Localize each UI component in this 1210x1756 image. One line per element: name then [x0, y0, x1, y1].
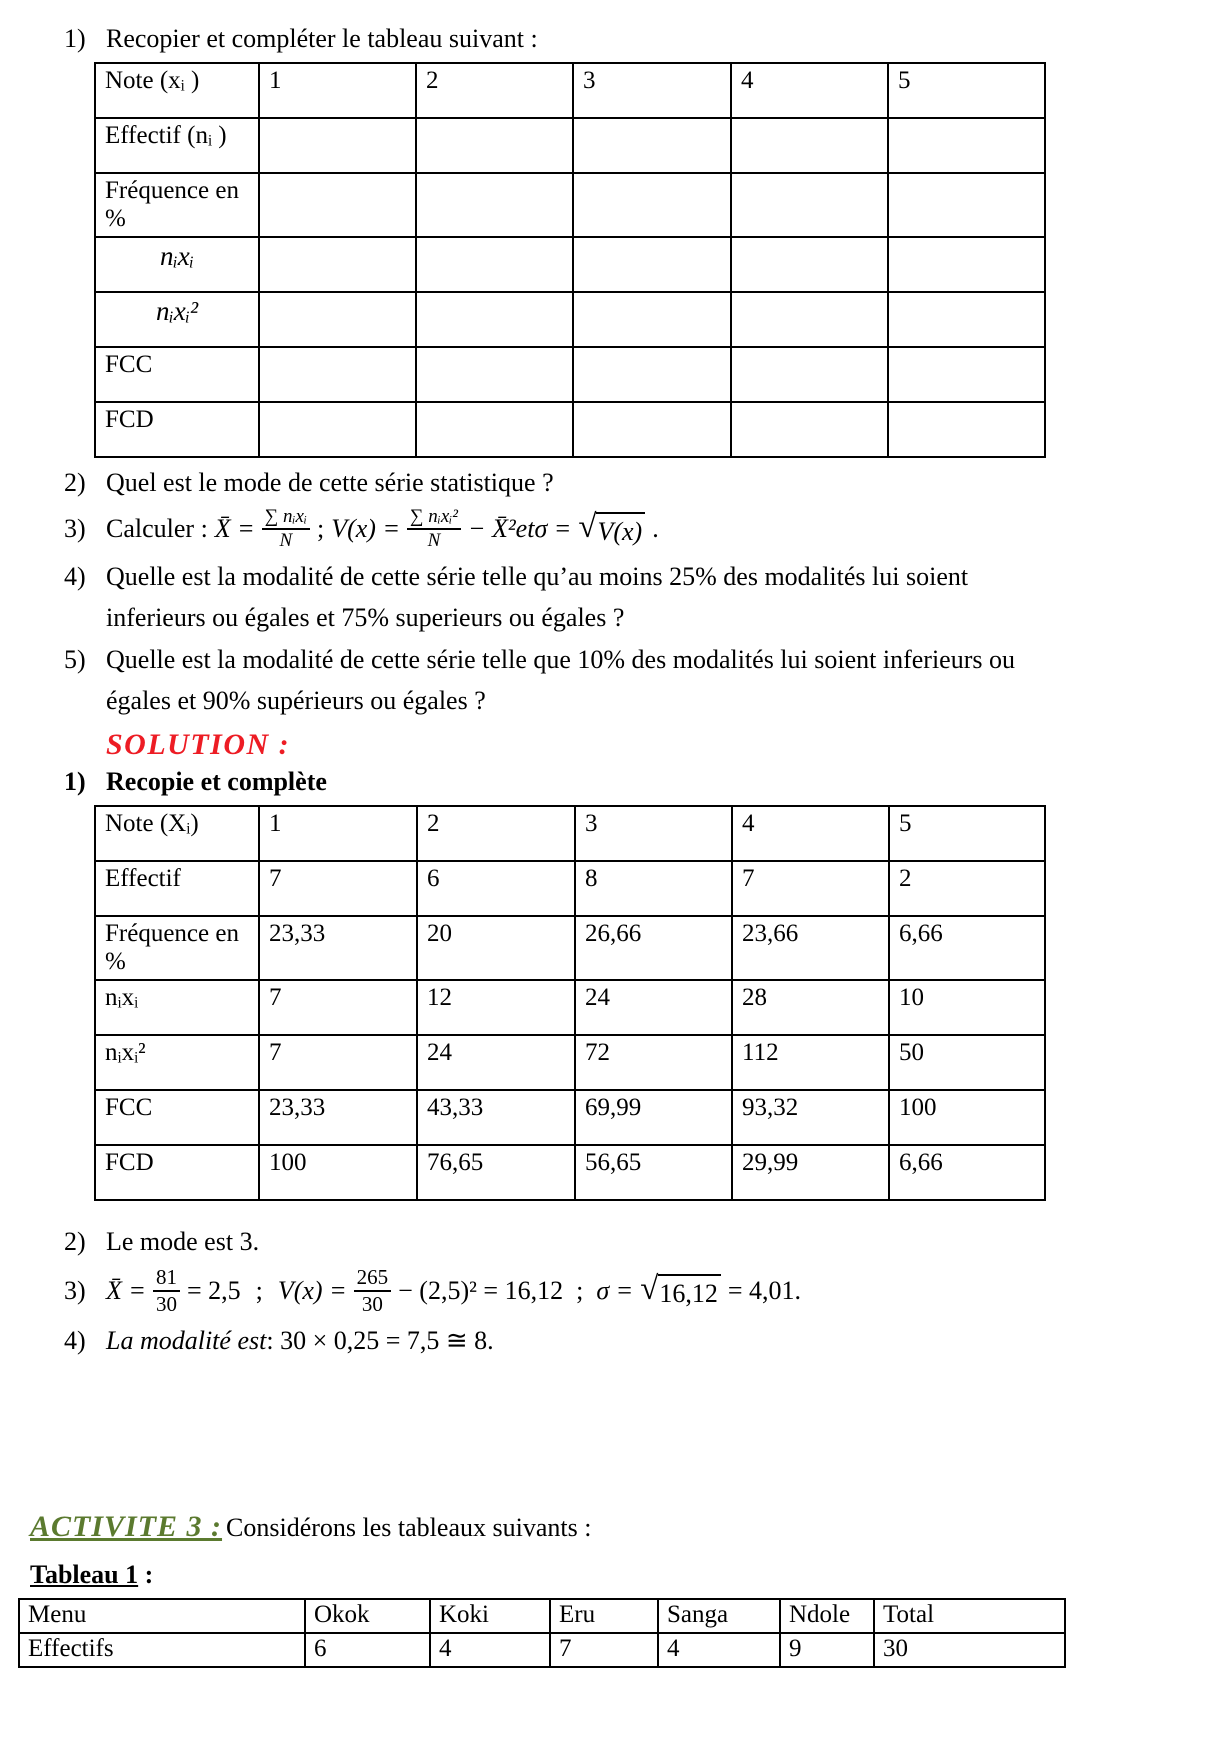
row-label-cell: nᵢxᵢ²	[95, 1035, 259, 1090]
solution-4-lead: La modalité est	[106, 1326, 267, 1356]
table-cell	[573, 402, 731, 457]
sigma-value: = 4,01.	[727, 1275, 801, 1305]
variance-equals: V(x) =	[331, 513, 401, 543]
xbar-equals: X̄ =	[214, 513, 255, 543]
table-cell: 29,99	[732, 1145, 889, 1200]
table-cell	[731, 402, 888, 457]
solution-3	[64, 1265, 1174, 1316]
solution-4-text	[106, 1324, 494, 1358]
row-label-cell: nᵢxᵢ²	[95, 292, 259, 347]
table-cell: 2	[417, 806, 575, 861]
item-marker: 2)	[64, 467, 86, 497]
question-2-text: Quel est le mode de cette série statistique ?	[106, 467, 554, 497]
table-cell: Menu	[19, 1599, 305, 1633]
question-5-text	[106, 643, 1015, 718]
sigma-equals: σ =	[596, 1275, 634, 1305]
table-row	[95, 1090, 1045, 1145]
sqrt-sign: √	[640, 1270, 659, 1307]
row-label-cell: Effectif	[95, 861, 259, 916]
table-cell: 6	[305, 1633, 430, 1667]
table-cell: 100	[889, 1090, 1045, 1145]
table-cell: 6,66	[889, 1145, 1045, 1200]
fraction-numerator: ∑ nᵢxᵢ²	[407, 506, 461, 531]
table-cell	[573, 237, 731, 292]
table-cell: 4	[430, 1633, 550, 1667]
sqrt-radicand: V(x)	[596, 512, 645, 547]
table-cell	[416, 402, 573, 457]
table-cell: 4	[731, 63, 888, 118]
row-label-cell: FCC	[95, 1090, 259, 1145]
question-4	[64, 560, 1174, 635]
item-marker: 3)	[64, 513, 86, 543]
table-cell: 7	[550, 1633, 658, 1667]
table-row	[95, 173, 1045, 237]
item-marker: 1)	[64, 24, 86, 53]
table-cell	[416, 118, 573, 173]
item-marker: 4)	[64, 562, 86, 592]
mean-value: = 2,5	[186, 1275, 241, 1305]
table-cell	[888, 118, 1045, 173]
table-cell	[259, 402, 416, 457]
table-cell: Sanga	[658, 1599, 780, 1633]
table-row	[95, 916, 1045, 980]
table-cell: Koki	[430, 1599, 550, 1633]
table-cell: Ndole	[780, 1599, 874, 1633]
solution-2-text: Le mode est 3.	[106, 1227, 260, 1257]
exercise-table	[94, 62, 1046, 458]
menu-table	[18, 1598, 1066, 1668]
table-cell: 76,65	[417, 1145, 575, 1200]
table-row	[19, 1633, 1065, 1667]
solution-4-value: : 30 × 0,25 = 7,5 ≅ 8.	[266, 1326, 494, 1356]
table-cell: 6	[417, 861, 575, 916]
fraction	[354, 1265, 392, 1316]
table-row	[95, 347, 1045, 402]
fraction-numerator: 265	[354, 1265, 392, 1292]
solution-1-text: Recopie et complète	[106, 767, 327, 797]
table-row	[95, 1145, 1045, 1200]
table-cell: Total	[874, 1599, 1065, 1633]
item-marker: 1)	[64, 767, 86, 797]
table-cell: 5	[889, 806, 1045, 861]
fraction	[153, 1265, 180, 1316]
question-1-text: Recopier et compléter le tableau suivant :	[106, 24, 538, 53]
table-cell: 6,66	[889, 916, 1045, 980]
row-label-cell: FCD	[95, 402, 259, 457]
item-marker: 3)	[64, 1275, 86, 1305]
sqrt-expression	[578, 508, 645, 547]
table-cell: 24	[575, 980, 732, 1035]
table-cell: 3	[573, 63, 731, 118]
variance-value: − (2,5)² = 16,12	[398, 1275, 564, 1305]
table-row	[95, 402, 1045, 457]
fraction	[407, 506, 461, 553]
table-cell	[573, 173, 731, 237]
table-cell: 93,32	[732, 1090, 889, 1145]
tableau-1-colon: :	[138, 1559, 154, 1589]
table-cell: 23,66	[732, 916, 889, 980]
row-label-cell: Effectif (nᵢ )	[95, 118, 259, 173]
table-row	[19, 1599, 1065, 1633]
row-label-cell: Fréquence en %	[95, 173, 259, 237]
activite-3-heading	[30, 1508, 1174, 1546]
question-3	[64, 506, 1174, 553]
table-cell	[259, 173, 416, 237]
item-marker: 2)	[64, 1227, 86, 1257]
sqrt-sign: √	[578, 508, 597, 545]
table-cell	[259, 237, 416, 292]
question-1	[64, 22, 1174, 56]
table-cell: 1	[259, 63, 416, 118]
question-4-line1: Quelle est la modalité de cette série telle qu’au moins 25% des modalités lui soient	[106, 562, 969, 592]
table-cell: 26,66	[575, 916, 732, 980]
solution-heading: SOLUTION :	[106, 728, 291, 762]
table-row	[95, 861, 1045, 916]
table-cell	[573, 292, 731, 347]
fraction-denominator: N	[427, 530, 441, 552]
table-cell	[731, 237, 888, 292]
table-row	[95, 292, 1045, 347]
separator: ;	[576, 1275, 584, 1305]
table-cell: 8	[575, 861, 732, 916]
question-5-line1: Quelle est la modalité de cette série telle que 10% des modalités lui soient inferieurs ou	[106, 644, 1015, 674]
table-cell	[731, 173, 888, 237]
sqrt-expression	[640, 1270, 721, 1309]
formula-end: .	[652, 513, 659, 543]
table-cell: 24	[417, 1035, 575, 1090]
fraction	[262, 506, 310, 553]
table-cell: 7	[259, 980, 417, 1035]
table-cell: 1	[259, 806, 417, 861]
fraction-denominator: N	[279, 530, 293, 552]
sqrt-radicand: 16,12	[658, 1274, 721, 1309]
table-cell: 10	[889, 980, 1045, 1035]
solution-1	[64, 765, 1174, 799]
table-cell	[731, 292, 888, 347]
table-cell	[416, 347, 573, 402]
solution-2	[64, 1225, 1174, 1259]
table-cell: 4	[732, 806, 889, 861]
table-cell	[416, 292, 573, 347]
table-cell	[416, 173, 573, 237]
table-cell: 28	[732, 980, 889, 1035]
table-cell	[888, 347, 1045, 402]
table-cell	[259, 118, 416, 173]
table-row	[95, 1035, 1045, 1090]
table-cell	[573, 347, 731, 402]
table-cell: Okok	[305, 1599, 430, 1633]
table-cell: 9	[780, 1633, 874, 1667]
table-cell	[731, 118, 888, 173]
row-label-cell: nᵢxᵢ	[95, 980, 259, 1035]
row-label-cell: nᵢxᵢ	[95, 237, 259, 292]
row-label-cell: Fréquence en %	[95, 916, 259, 980]
question-4-text	[106, 560, 968, 635]
table-cell: 20	[417, 916, 575, 980]
item-marker: 5)	[64, 644, 86, 674]
table-row	[95, 980, 1045, 1035]
table-cell: 4	[658, 1633, 780, 1667]
formula-lead: Calculer :	[106, 513, 208, 543]
table-cell	[888, 402, 1045, 457]
question-2	[64, 466, 1174, 500]
table-cell: 3	[575, 806, 732, 861]
table-cell	[259, 292, 416, 347]
tableau-1-label	[30, 1560, 1174, 1590]
table-cell: 50	[889, 1035, 1045, 1090]
table-cell: 112	[732, 1035, 889, 1090]
table-cell	[731, 347, 888, 402]
table-row	[95, 63, 1045, 118]
table-cell: 7	[259, 1035, 417, 1090]
table-cell	[573, 118, 731, 173]
table-cell: 43,33	[417, 1090, 575, 1145]
solution-3-formula	[106, 1265, 801, 1316]
table-cell: 2	[416, 63, 573, 118]
table-cell: 23,33	[259, 1090, 417, 1145]
question-4-line2: inferieurs ou égales et 75% superieurs ou égales ?	[106, 603, 625, 633]
table-cell: 7	[259, 861, 417, 916]
fraction-numerator: 81	[153, 1265, 180, 1292]
table-cell: 5	[888, 63, 1045, 118]
table-cell: 100	[259, 1145, 417, 1200]
table-row	[95, 806, 1045, 861]
table-cell: 2	[889, 861, 1045, 916]
question-3-formula	[106, 506, 659, 553]
formula-tail: − X̄²etσ =	[467, 513, 572, 543]
table-cell: Effectifs	[19, 1633, 305, 1667]
activite-3-text: Considérons les tableaux suivants :	[226, 1513, 592, 1543]
table-cell: 56,65	[575, 1145, 732, 1200]
table-cell: 69,99	[575, 1090, 732, 1145]
question-5	[64, 643, 1174, 718]
table-cell: 30	[874, 1633, 1065, 1667]
item-marker: 4)	[64, 1326, 86, 1356]
table-cell	[888, 237, 1045, 292]
variance-equals: V(x) =	[277, 1275, 347, 1305]
table-cell: 72	[575, 1035, 732, 1090]
table-cell	[259, 347, 416, 402]
table-cell: 7	[732, 861, 889, 916]
table-cell	[888, 173, 1045, 237]
xbar-equals: X̄ =	[106, 1275, 146, 1305]
table-cell: 12	[417, 980, 575, 1035]
separator: ;	[316, 513, 325, 543]
fraction-denominator: 30	[361, 1292, 383, 1317]
activite-3-label: ACTIVITE 3 :	[30, 1510, 223, 1544]
fraction-denominator: 30	[155, 1292, 177, 1317]
separator: ;	[255, 1275, 263, 1305]
solution-4	[64, 1324, 1174, 1358]
tableau-1-title: Tableau 1	[30, 1559, 139, 1589]
table-row	[95, 118, 1045, 173]
table-cell	[416, 237, 573, 292]
table-cell	[888, 292, 1045, 347]
table-row	[95, 237, 1045, 292]
table-cell: Eru	[550, 1599, 658, 1633]
solution-table	[94, 805, 1046, 1201]
row-label-cell: FCD	[95, 1145, 259, 1200]
fraction-numerator: ∑ nᵢxᵢ	[262, 506, 310, 531]
row-label-cell: Note (Xᵢ)	[95, 806, 259, 861]
question-5-line2: égales et 90% supérieurs ou égales ?	[106, 685, 486, 715]
table-cell: 23,33	[259, 916, 417, 980]
row-label-cell: FCC	[95, 347, 259, 402]
row-label-cell: Note (xᵢ )	[95, 63, 259, 118]
